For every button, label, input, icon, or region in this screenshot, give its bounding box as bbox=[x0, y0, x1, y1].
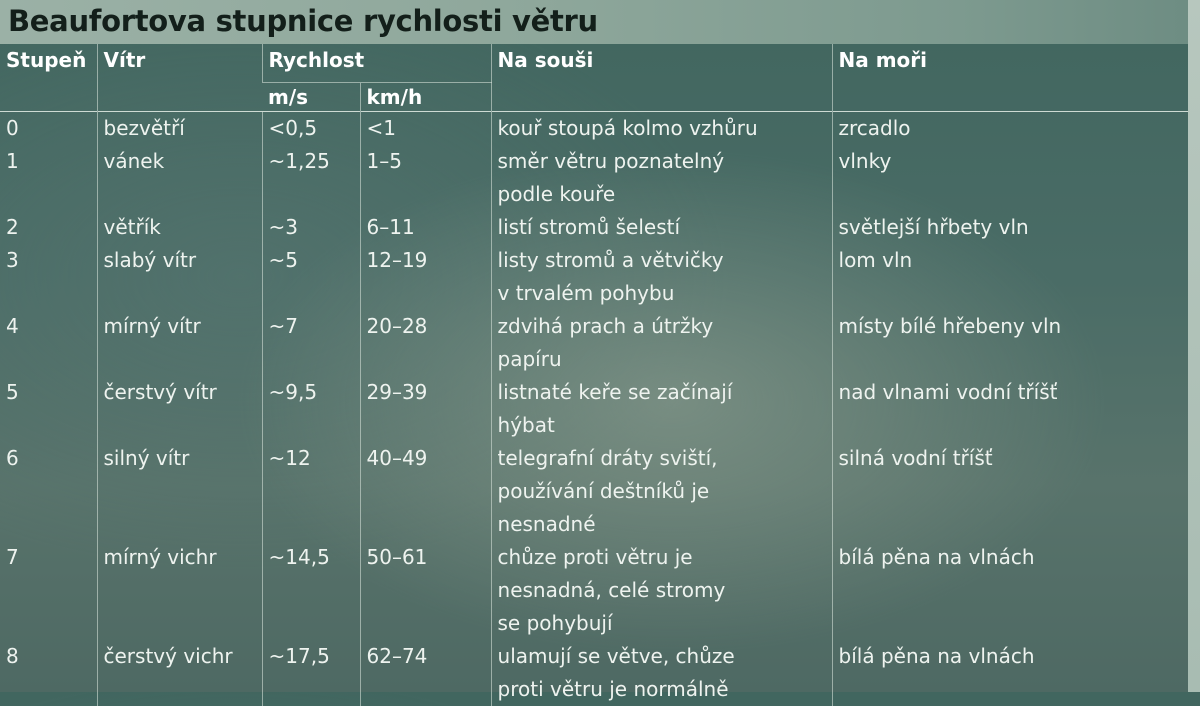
cell-vitr: slabý vítr bbox=[97, 244, 262, 310]
cell-kmh: 1–5 bbox=[360, 145, 491, 211]
header-na-mori: Na moři bbox=[832, 44, 1188, 111]
cell-kmh: 40–49 bbox=[360, 442, 491, 541]
header-stupen: Stupeň bbox=[6, 48, 87, 72]
table-row bbox=[0, 244, 1188, 310]
cell-ms: ~9,5 bbox=[262, 376, 360, 442]
cell-na-mori: nad vlnami vodní tříšť bbox=[832, 376, 1188, 442]
cell-kmh: 29–39 bbox=[360, 376, 491, 442]
cell-vitr: mírný vítr bbox=[97, 310, 262, 376]
cell-ms: ~14,5 bbox=[262, 541, 360, 640]
cell-na-sousi: telegrafní dráty sviští, používání deštníků je nesnadné bbox=[491, 442, 832, 541]
cell-kmh: 62–74 bbox=[360, 640, 491, 706]
header-ms: m/s bbox=[262, 82, 360, 111]
cell-stupen: 0 bbox=[0, 111, 97, 145]
cell-stupen: 8 bbox=[6, 643, 19, 668]
cell-vitr: mírný vichr bbox=[97, 541, 262, 640]
cell-ms: <0,5 bbox=[262, 111, 360, 145]
cell-na-mori: světlejší hřbety vln bbox=[832, 211, 1188, 244]
cell-na-mori: bílá pěna na vlnách bbox=[832, 640, 1188, 706]
cell-ms: ~12 bbox=[262, 442, 360, 541]
cell-kmh: 12–19 bbox=[360, 244, 491, 310]
cell-na-mori: vlnky bbox=[832, 145, 1188, 211]
table-row bbox=[0, 640, 1188, 706]
cell-stupen: 6 bbox=[6, 445, 19, 470]
cell-stupen: 7 bbox=[6, 544, 19, 569]
table-row bbox=[0, 541, 1188, 640]
page-edge bbox=[1188, 0, 1200, 692]
cell-na-sousi: ulamují se větve, chůze proti větru je normálně bbox=[491, 640, 832, 706]
page-title: Beaufortova stupnice rychlosti větru bbox=[8, 4, 598, 38]
beaufort-table bbox=[0, 44, 1188, 706]
cell-na-mori: zrcadlo bbox=[832, 111, 1188, 145]
header-vitr: Vítr bbox=[97, 44, 262, 111]
cell-ms: ~1,25 bbox=[262, 145, 360, 211]
table-row bbox=[0, 376, 1188, 442]
cell-ms: ~3 bbox=[262, 211, 360, 244]
title-bar bbox=[0, 0, 1200, 44]
table-row bbox=[0, 145, 1188, 211]
cell-stupen: 1 bbox=[6, 148, 19, 173]
cell-vitr: větřík bbox=[97, 211, 262, 244]
cell-stupen: 4 bbox=[6, 313, 19, 338]
header-kmh: km/h bbox=[360, 82, 491, 111]
table-row bbox=[0, 211, 1188, 244]
cell-ms: ~17,5 bbox=[262, 640, 360, 706]
cell-stupen: 3 bbox=[6, 247, 19, 272]
header-rychlost: Rychlost bbox=[262, 44, 491, 82]
cell-stupen: 2 bbox=[6, 214, 19, 239]
table-row bbox=[0, 111, 1188, 145]
cell-na-sousi: směr větru poznatelný podle kouře bbox=[491, 145, 832, 211]
cell-ms: ~7 bbox=[262, 310, 360, 376]
cell-kmh: 50–61 bbox=[360, 541, 491, 640]
cell-vitr: silný vítr bbox=[97, 442, 262, 541]
cell-na-sousi: zdvihá prach a útržky papíru bbox=[491, 310, 832, 376]
cell-na-sousi: kouř stoupá kolmo vzhůru bbox=[491, 111, 832, 145]
cell-na-sousi: listy stromů a větvičky v trvalém pohybu bbox=[491, 244, 832, 310]
cell-kmh: 20–28 bbox=[360, 310, 491, 376]
cell-na-sousi: chůze proti větru je nesnadná, celé stromy se pohybují bbox=[491, 541, 832, 640]
cell-kmh: 6–11 bbox=[360, 211, 491, 244]
cell-na-sousi: listí stromů šelestí bbox=[491, 211, 832, 244]
cell-na-mori: silná vodní tříšť bbox=[832, 442, 1188, 541]
cell-na-mori: bílá pěna na vlnách bbox=[832, 541, 1188, 640]
cell-na-mori: lom vln bbox=[832, 244, 1188, 310]
cell-vitr: bezvětří bbox=[97, 111, 262, 145]
cell-kmh: <1 bbox=[360, 111, 491, 145]
cell-na-sousi: listnaté keře se začínají hýbat bbox=[491, 376, 832, 442]
cell-na-mori: místy bílé hřebeny vln bbox=[832, 310, 1188, 376]
table-row bbox=[0, 310, 1188, 376]
cell-ms: ~5 bbox=[262, 244, 360, 310]
cell-stupen: 5 bbox=[6, 379, 19, 404]
cell-vitr: čerstvý vítr bbox=[97, 376, 262, 442]
cell-vitr: čerstvý vichr bbox=[97, 640, 262, 706]
cell-vitr: vánek bbox=[97, 145, 262, 211]
header-na-sousi: Na souši bbox=[491, 44, 832, 111]
table-row bbox=[0, 442, 1188, 541]
